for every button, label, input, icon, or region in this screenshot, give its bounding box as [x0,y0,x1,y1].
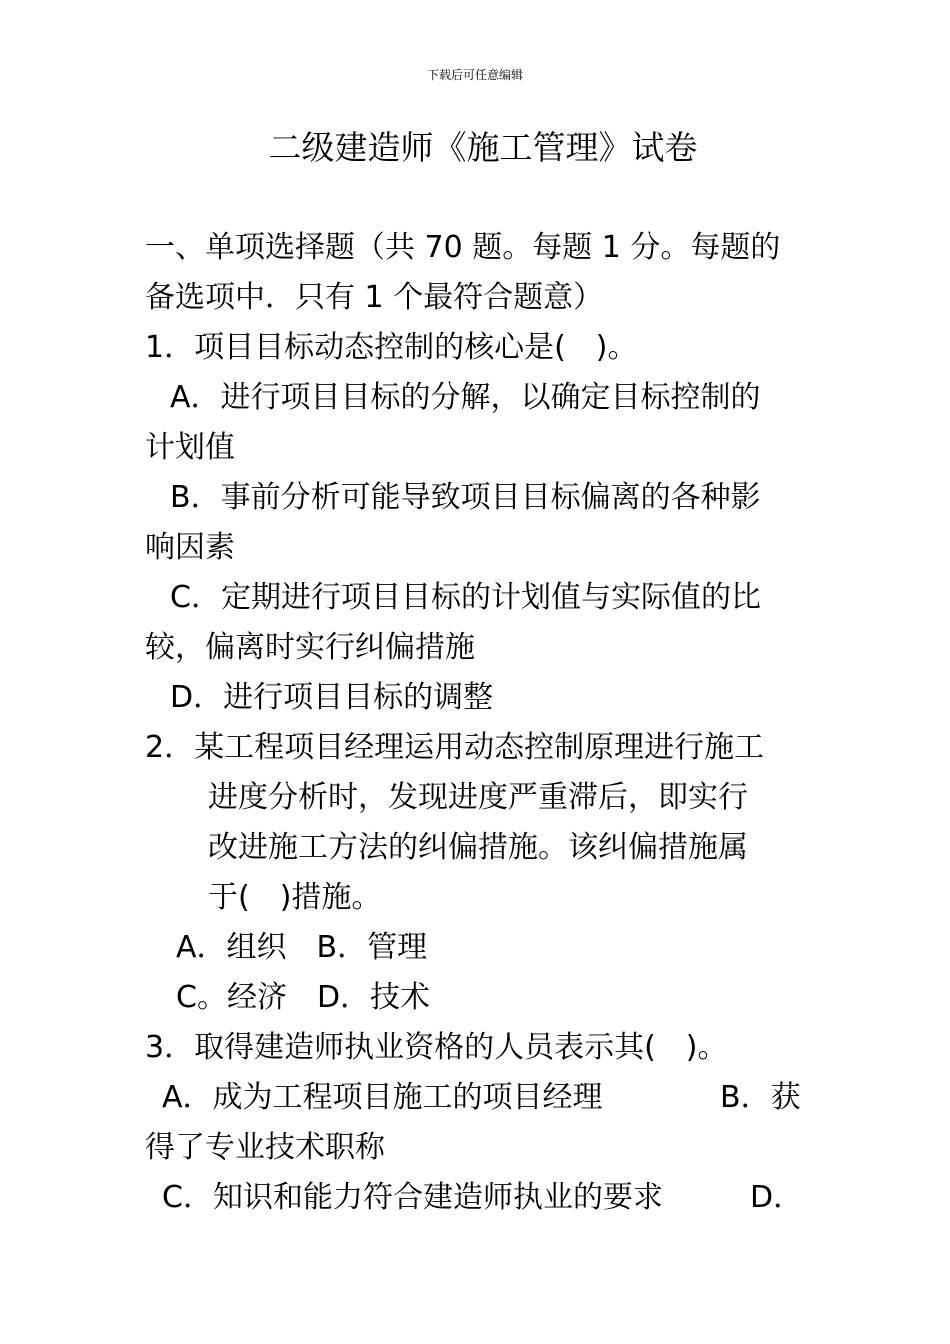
question-3-option-d: D． [750,1180,804,1215]
question-2-stem-line-1: 2．某工程项目经理运用动态控制原理进行施工 [145,730,765,765]
question-1-option-c-line-2: 较，偏离时实行纠偏措施 [145,630,475,665]
question-1-option-b-line-1: B．事前分析可能导致项目目标偏离的各种影 [170,480,761,515]
question-1-option-a-line-2: 计划值 [145,430,235,465]
question-3-option-c: C．知识和能力符合建造师执业的要求 [162,1180,663,1215]
question-2-options-cd: C。经济 D．技术 [176,980,431,1015]
question-1-option-d: D．进行项目目标的调整 [170,680,494,715]
section-heading-line-2: 备选项中．只有 1 个最符合题意） [145,280,604,315]
header-note: 下载后可任意编辑 [426,68,523,82]
question-3-option-a: A．成为工程项目施工的项目经理 [162,1080,603,1115]
page-title: 二级建造师《施工管理》试卷 [268,128,698,167]
question-1-stem: 1．项目目标动态控制的核心是( )。 [145,330,638,365]
question-2-stem-line-4: 于( )措施。 [208,880,382,915]
question-3-option-b-line-2: 得了专业技术职称 [145,1130,385,1165]
question-3-stem: 3．取得建造师执业资格的人员表示其( )。 [145,1030,728,1065]
question-1-option-a-line-1: A．进行项目目标的分解，以确定目标控制的 [170,380,761,415]
question-2-options-ab: A．组织 B．管理 [176,930,428,965]
section-heading-line-1: 一、单项选择题（共 70 题。每题 1 分。每题的 [145,230,781,265]
question-3-option-b-line-1: B．获 [720,1080,801,1115]
question-2-stem-line-2: 进度分析时，发现进度严重滞后，即实行 [208,780,748,815]
question-1-option-b-line-2: 响因素 [145,530,235,565]
question-2-stem-line-3: 改进施工方法的纠偏措施。该纠偏措施属 [208,830,748,865]
question-1-option-c-line-1: C．定期进行项目目标的计划值与实际值的比 [170,580,761,615]
